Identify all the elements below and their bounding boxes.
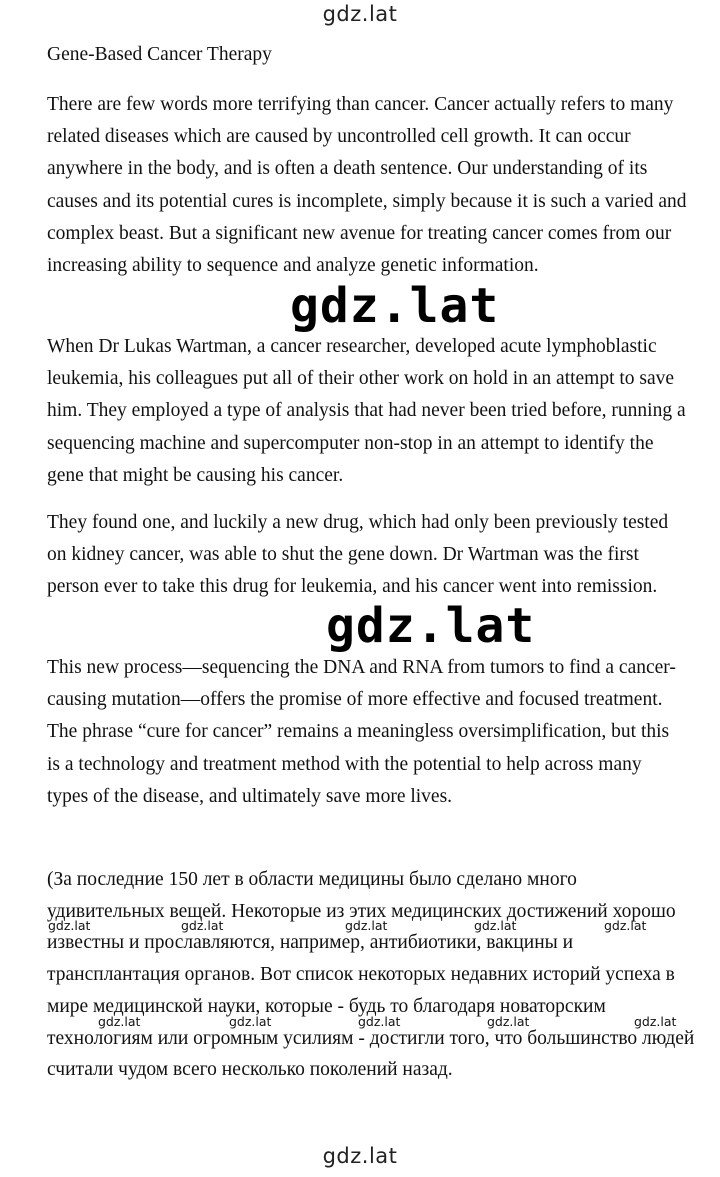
watermark-small: gdz.lat <box>604 918 647 933</box>
watermark-small: gdz.lat <box>98 1014 141 1029</box>
watermark-small: gdz.lat <box>229 1014 272 1029</box>
watermark-small: gdz.lat <box>487 1014 530 1029</box>
document-title: Gene-Based Cancer Therapy <box>47 44 272 65</box>
watermark-bottom: gdz.lat <box>322 1144 398 1168</box>
watermark-small: gdz.lat <box>474 918 517 933</box>
paragraph-wartman: When Dr Lukas Wartman, a cancer researcher, developed acute lymphoblastic leukemia, his colleagues put all of their other work on hold in an attempt to save him. They employed a type of analysis that had never been tried before, running a sequencing machine and supercomputer non-stop in an attempt to identify the gene that might be causing his cancer. <box>47 336 686 486</box>
paragraph-intro: There are few words more terrifying than cancer. Cancer actually refers to many related diseases which are caused by uncontrolled cell growth. It can occur anywhere in the body, and is often a death sentence. Our understanding of its causes and its potential cures is incomplete, simply because it is such a varied and complex beast. But a significant new avenue for treating cancer comes from our increasing ability to sequence and analyze genetic information. <box>47 94 687 277</box>
watermark-small: gdz.lat <box>634 1014 677 1029</box>
watermark-small: gdz.lat <box>48 918 91 933</box>
paragraph-process: This new process—sequencing the DNA and RNA from tumors to find a cancer-causing mutation—offers the promise of more effective and focused treatment. The phrase “cure for cancer” remains a meaningless oversimplification, but this is a technology and treatment method with the potential to help across many types of the disease, and ultimately save more lives. <box>47 657 676 807</box>
paragraph-translation: (За последние 150 лет в области медицины было сделано много удивительных вещей. Некоторые из этих медицинских достижений хорошо известны и прославляются, например, антибиотики, вакцины и трансплантация органов. Вот список некоторых недавних историй успеха в мире медицинской науки, которые - будь то благодаря новаторским технологиям или огромным усилиям - достигли того, что большинство людей считали чудом всего несколько поколений назад. <box>47 869 695 1081</box>
watermark-small: gdz.lat <box>358 1014 401 1029</box>
watermark-top: gdz.lat <box>322 2 398 26</box>
watermark-small: gdz.lat <box>181 918 224 933</box>
watermark-small: gdz.lat <box>345 918 388 933</box>
watermark-large-2: gdz.lat <box>326 598 536 654</box>
paragraph-drug: They found one, and luckily a new drug, which had only been previously tested on kidney cancer, was able to shut the gene down. Dr Wartman was the first person ever to take this drug for leukemia, and his cancer went into remission. <box>47 512 669 598</box>
watermark-large-1: gdz.lat <box>290 278 500 334</box>
